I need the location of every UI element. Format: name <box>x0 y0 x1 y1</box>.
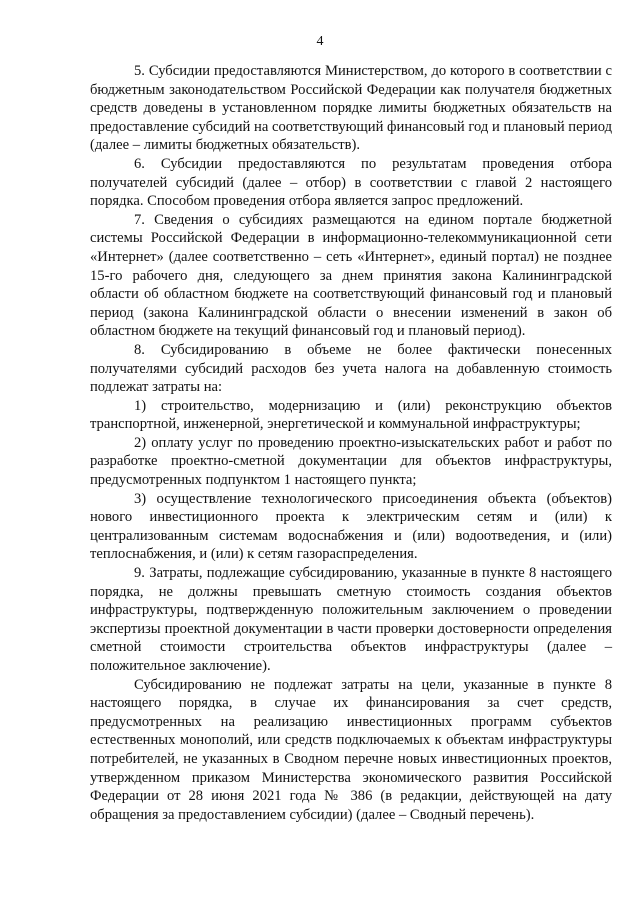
document-body <box>90 62 612 824</box>
list-item-grid-connection: 3) осуществление технологического присоединения объекта (объектов) нового инвестиционного проекта к электрическим сетям и (или) к централизованным системам водоснабжения и (или) водоотведения, и (или) теплоснабжения, и (или) к сетям газораспределения. <box>90 490 612 563</box>
paragraph-5-funding-source: 5. Субсидии предоставляются Министерством, до которого в соответствии с бюджетным законодательством Российской Федерации как получателя бюджетных средств доведены в установленном порядке лимиты бюджетных обязательств на предоставление субсидий на соответствующий финансовый год и плановый период (далее – лимиты бюджетных обязательств). <box>90 63 612 154</box>
page-number: 4 <box>316 34 324 49</box>
list-item-construction: 1) строительство, модернизацию и (или) реконструкцию объектов транспортной, инженерной, энергетической и коммунальной инфраструктуры; <box>90 397 612 433</box>
paragraph-exclusions: Субсидированию не подлежат затраты на цели, указанные в пункте 8 настоящего порядка, в случае их финансирования за счет средств, предусмотренных на реализацию инвестиционных программ субъектов естественных монополий, или средств подключаемых к объектам инфраструктуры потребителей, не указанных в Сводном перечне новых инвестиционных проектов, утвержденном приказом Министерства экономического развития Российской Федерации от 28 июня 2021 года № 386 (в редакции, действующей на дату обращения за предоставлением субсидии) (далее – Сводный перечень). <box>90 676 612 823</box>
list-item-survey-services: 2) оплату услуг по проведению проектно-изыскательских работ и работ по разработке проектно-сметной документации для объектов инфраструктуры, предусмотренных подпунктом 1 настоящего пункта; <box>90 434 612 489</box>
paragraph-9-cost-limit: 9. Затраты, подлежащие субсидированию, указанные в пункте 8 настоящего порядка, не должны превышать сметную стоимость создания объектов инфраструктуры, подтвержденную положительным заключением о проведении экспертизы проектной документации в части проверки достоверности определения сметной стоимости строительства объектов инфраструктуры (далее – положительное заключение). <box>90 565 612 674</box>
paragraph-6-selection: 6. Субсидии предоставляются по результатам проведения отбора получателей субсидий (далее – отбор) в соответствии с главой 2 настоящего порядка. Способом проведения отбора является запрос предложений. <box>90 155 612 210</box>
paragraph-7-publication: 7. Сведения о субсидиях размещаются на едином портале бюджетной системы Российской Федерации в информационно-телекоммуникационной сети «Интернет» (далее соответственно – сеть «Интернет», единый портал) не позднее 15-го рабочего дня, следующего за днем принятия закона Калининградской области об областном бюджете на соответствующий финансовый год и плановый период (закона Калининградской области о внесении изменений в закон об областном бюджете на текущий финансовый год и плановый период). <box>90 211 612 340</box>
paragraph-8-eligible-costs: 8. Субсидированию в объеме не более фактически понесенных получателями субсидий расходов без учета налога на добавленную стоимость подлежат затраты на: <box>90 341 612 396</box>
